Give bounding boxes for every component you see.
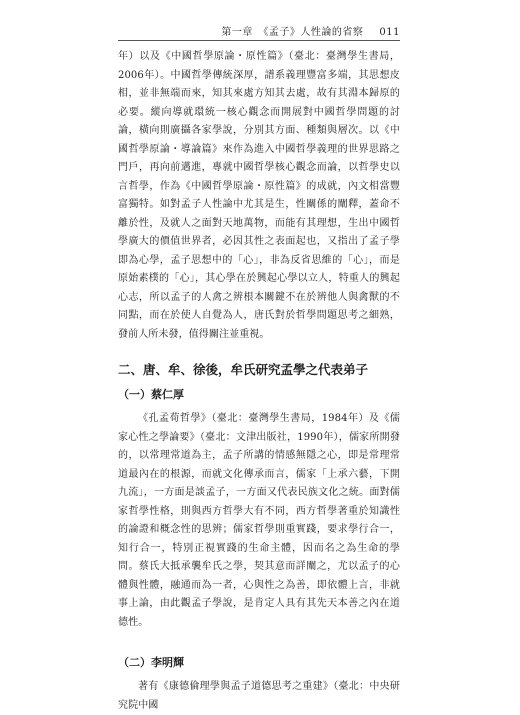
paragraph-lee: 著有《康德倫理學與孟子道德思考之重建》（臺北：中央研究院中國 <box>118 681 400 711</box>
paragraph-tsai: 《孔孟荀哲學》（臺北：臺灣學生書局，1984年）及《儒家心性之學論要》（臺北：文津出版社，1990年），儒家所開發的，以常理常道為主，孟子所講的情感無隱之心，即是常理常道最內在的根源，而就文化傳承而言，儒家「上承六藝，下開九流」，一方面是談孟子，一方面又代表民族文化之統。面對儒家哲學性格，則與西方哲學大有不同，西方哲學著重於知識性的論證和概念性的思辨；儒家哲學則重實踐，要求學行合一，知行合一，特別正視實踐的生命主體，因而名之為生命的學問。蔡氏大抵承襲牟氏之學，契其意而詳闡之，尤以孟子的心體與性體，融通而為一者，心與性之為善，即依體上言，非就事上論，由此觀孟子學說，是肯定人具有其先天本善之內在道德性。 <box>118 413 400 628</box>
chapter-title: 第一章 《孟子》人性論的省察 <box>221 27 364 38</box>
page-number: 011 <box>379 27 400 38</box>
section-heading: 二、唐、牟、徐後，牟氏研究孟學之代表弟子 <box>118 362 369 377</box>
running-header <box>118 20 400 41</box>
subsection-heading-lee: （二）李明輝 <box>118 656 184 669</box>
paragraph-continued: 年）以及《中國哲學原論・原性篇》（臺北：臺灣學生書局，2006年）。中國哲學傳統深厚，譜系義理豐富多端，其思想皮相，並非無端而來，知其來處方知其去處，故有其淵本歸原的必要。縱向導就環統一核心觀念而開展對中國哲學問題的討論，橫向則廣攝各家學說，分別其方面、種類與層次。以《中國哲學原論・導論篇》來作為進入中國哲學義理的世界思路之門戶，再向前邁進，專就中國哲學核心觀念而論，以哲學史以言哲學，作為《中國哲學原論・原性篇》的成就，內文相當豐富獨特。如對孟子人性論中尤其是生，性關係的闡釋，蓋命不離於性，及就人之面對天地萬物，而能有其理想，生出中國哲學廣大的價值世界者，必因其性之表面起也，又指出了孟子學即為心學，孟子思想中的「心」，非為反省思維的「心」，而是原始素樸的「心」，其心學在於興起心學以立人，特重人的興起心志，所以孟子的人禽之辨根本關鍵不在於辨他人與禽獸的不同點，而在於使人自覺為人，唐氏對於哲學問題思考之細熟，發前人所未發，值得關注並重視。 <box>118 51 400 340</box>
page-body <box>118 48 400 715</box>
subsection-heading-tsai: （一）蔡仁厚 <box>118 388 184 401</box>
